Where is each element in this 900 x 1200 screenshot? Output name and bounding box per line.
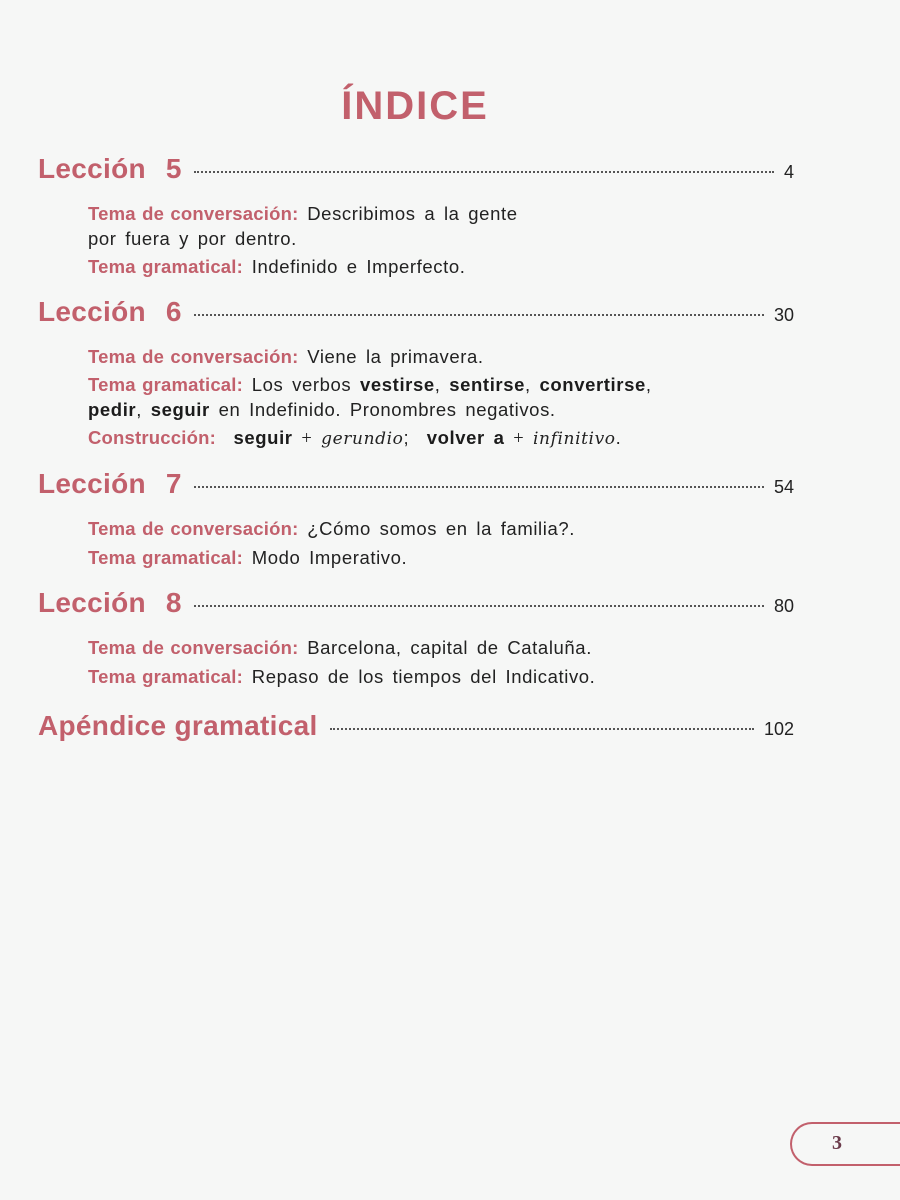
page-number: 80 [773,596,794,616]
lesson-8-grammar: Tema gramatical: Repaso de los tiempos del Indicativo. [88,666,596,687]
toc-entry-leccion-8[interactable] [38,587,794,627]
dot-leader [194,486,764,488]
dot-leader [194,314,764,316]
lesson-title: Lección 5 [38,153,182,184]
page-title: ÍNDICE [341,84,489,128]
lesson-5-conversation: Tema de conversación: Describimos a la gente por fuera y por dentro. [88,203,518,249]
appendix-title: Apéndice gramatical [38,710,318,741]
lesson-6-grammar: Tema gramatical: Los verbos vestirse, sentirse, convertirse, pedir, seguir en Indefinido. Pronombres negativos. [88,374,652,420]
toc-entry-leccion-5[interactable] [38,153,794,193]
dot-leader [194,171,774,173]
lesson-title: Lección 6 [38,296,182,327]
lesson-7-grammar: Tema gramatical: Modo Imperativo. [88,547,408,568]
lesson-7-conversation: Tema de conversación: ¿Cómo somos en la familia?. [88,518,575,539]
page-number: 102 [763,719,794,739]
page-number: 54 [773,477,794,497]
lesson-title: Lección 7 [38,468,182,499]
toc-entry-leccion-6[interactable] [38,296,794,336]
toc-entry-apendice[interactable] [38,710,794,750]
page-number-tab [790,1122,900,1166]
toc-entry-leccion-7[interactable] [38,468,794,508]
lesson-6-construction: Construcción: seguir + gerundio; volver a + infinitivo. [88,427,622,449]
lesson-title: Lección 8 [38,587,182,618]
lesson-5-grammar: Tema gramatical: Indefinido e Imperfecto. [88,256,466,277]
page-number: 4 [783,162,794,182]
lesson-8-conversation: Tema de conversación: Barcelona, capital de Cataluña. [88,637,592,658]
dot-leader [194,605,764,607]
page-number: 30 [773,305,794,325]
dot-leader [330,728,754,730]
lesson-6-conversation: Tema de conversación: Viene la primavera. [88,346,484,367]
page-number-label: 3 [832,1132,842,1154]
